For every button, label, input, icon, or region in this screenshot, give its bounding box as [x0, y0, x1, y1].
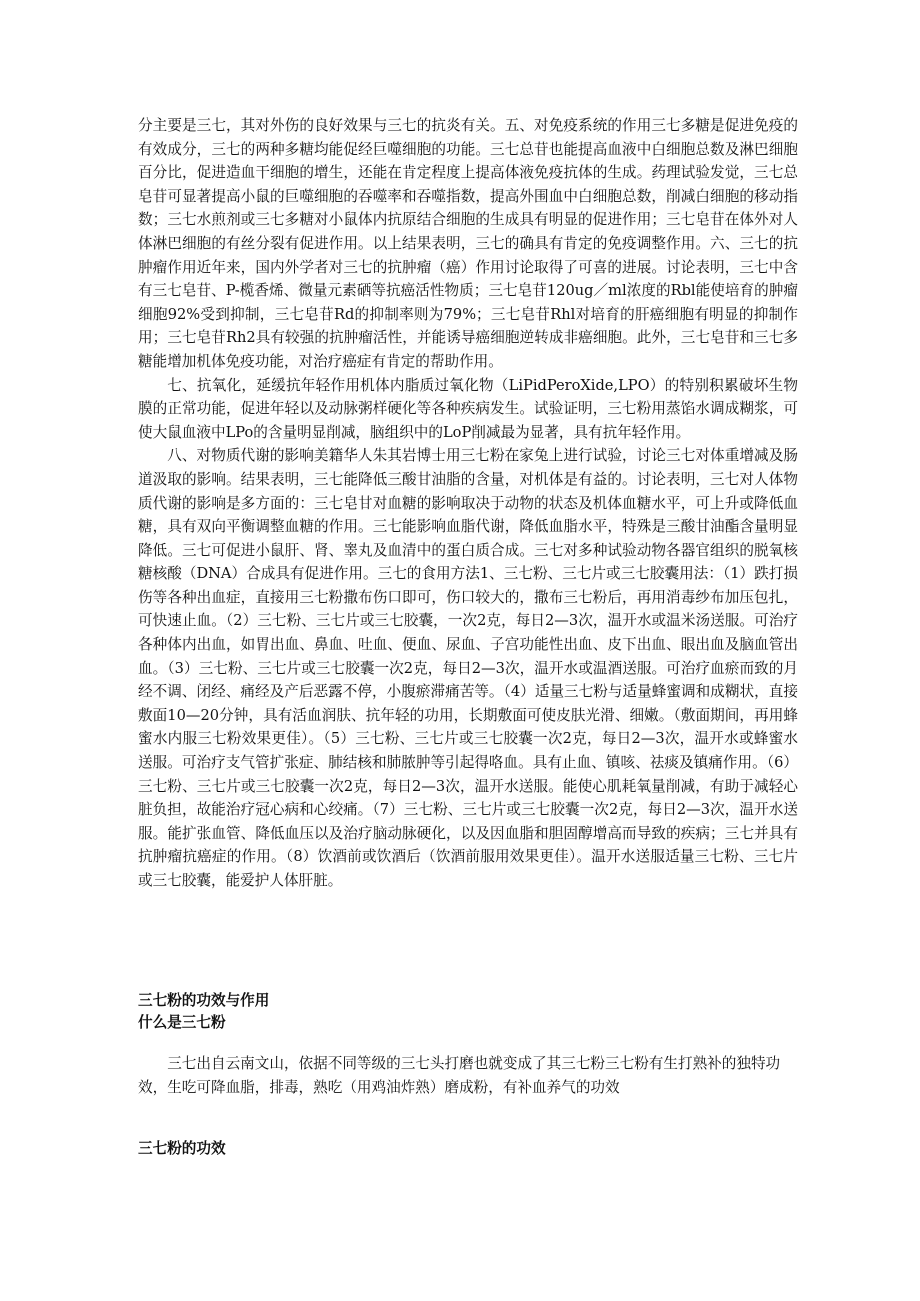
intro-paragraph: 三七出自云南文山，依据不同等级的三七头打磨也就变成了其三七粉三七粉有生打熟补的独特功效，生吃可降血脂，排毒，熟吃（用鸡油炸熟）磨成粉，有补血养气的功效 [138, 1055, 781, 1096]
paragraph-metabolism-usage: 八、对物质代谢的影响美籍华人朱其岩博士用三七粉在家兔上进行试验，讨论三七对体重增减及肠道汲取的影响。结果表明，三七能降低三酸甘油脂的含量，对机体是有益的。讨论表明，三七对人体物质代谢的影响是多方面的：三七皂甘对血糖的影响取决于动物的状态及机体血糖水平，可上升或降低血糖，具有双向平衡调整血糖的作用。三七能影响血脂代谢，降低血脂水平，特殊是三酸甘油酯含量明显降低。三七可促进小鼠肝、肾、睾丸及血清中的蛋白质合成。三七对多种试验动物各器官组织的脱氧核糖核酸（DNA）合成具有促进作用。三七的食用方法1、三七粉、三七片或三七胶囊用法：（1）跌打损伤等各种出血症，直接用三七粉撒布伤口即可，伤口较大的，撒布三七粉后，再用消毒纱布加压包扎，可快速止血。（2）三七粉、三七片或三七胶囊，一次2克，每日2—3次，温开水或温米汤送服。可治疗各种体内出血，如胃出血、鼻血、吐血、便血、尿血、子宫功能性出血、皮下出血、眼出血及脑血管出血。（3）三七粉、三七片或三七胶囊一次2克，每日2—3次，温开水或温酒送服。可治疗血瘀而致的月经不调、闭经、痛经及产后恶露不停，小腹瘀滞痛苦等。（4）适量三七粉与适量蜂蜜调和成糊状，直接敷面10—20分钟，具有活血润肤、抗年轻的功用，长期敷面可使皮肤光滑、细嫩。（敷面期间，再用蜂蜜水内服三七粉效果更佳）。（5）三七粉、三七片或三七胶囊一次2克，每日2—3次，温开水或蜂蜜水送服。可治疗支气管扩张症、肺结核和肺脓肿等引起得咯血。具有止血、镇咳、祛痰及镇痛作用。（6）三七粉、三七片或三七胶囊一次2克，每日2—3次，温开水送服。能使心肌耗氧量削减，有助于减轻心脏负担，故能治疗冠心病和心绞痛。（7）三七粉、三七片或三七胶囊一次2克，每日2—3次，温开水送服。能扩张血管、降低血压以及治疗脑动脉硬化，以及因血脂和胆固醇增高而导致的疾病；三七并具有抗肿瘤抗癌症的作用。（8）饮酒前或饮酒后（饮酒前服用效果更佳）。温开水送服适量三七粉、三七片或三七胶囊，能爱护人体肝脏。 [138, 447, 798, 889]
paragraph-antioxidant: 七、抗氧化，延缓抗年轻作用机体内脂质过氧化物（LiPidPeroXide,LPO）的特别积累破坏生物膜的正常功能，促进年轻以及动脉粥样硬化等各种疾病发生。试验证明，三七粉用蒸馅水调成糊浆，可使大鼠血液中LPo的含量明显削减，脑组织中的LoP削减最为显著，具有抗年轻作用。 [138, 376, 798, 441]
efficacy-heading: 三七粉的功效 [138, 1140, 226, 1157]
section-title: 三七粉的功效与作用 [138, 992, 270, 1009]
article-body [138, 114, 798, 893]
paragraph-immune-antitumor: 分主要是三七，其对外伤的良好效果与三七的抗炎有关。五、对免疫系统的作用三七多糖是促进免疫的有效成分，三七的两种多糖均能促经巨噬细胞的功能。三七总苷也能提高血液中白细胞总数及淋巴细胞百分比，促进造血干细胞的增生，还能在肯定程度上提高体液免疫抗体的生成。药理试验发觉，三七总皂苷可显著提高小鼠的巨噬细胞的吞噬率和吞噬指数，提高外围血中白细胞总数，削减白细胞的移动指数；三七水煎剂或三七多糖对小鼠体内抗原结合细胞的生成具有明显的促进作用；三七皂苷在体外对人体淋巴细胞的有丝分裂有促进作用。以上结果表明，三七的确具有肯定的免疫调整作用。六、三七的抗肿瘤作用近年来，国内外学者对三七的抗肿瘤（癌）作用讨论取得了可喜的进展。讨论表明，三七中含有三七皂苷、P-榄香烯、微量元素硒等抗癌活性物质；三七皂苷120ug／ml浓度的Rbl能使培育的肿瘤细胞92%受到抑制，三七皂苷Rd的抑制率则为79%；三七皂苷Rhl对培育的肝癌细胞有明显的抑制作用；三七皂苷Rh2具有较强的抗肿瘤活性，并能诱导癌细胞逆转成非癌细胞。此外，三七皂苷和三七多糖能增加机体免疫功能，对治疗癌症有肯定的帮助作用。 [138, 117, 798, 370]
section-subtitle: 什么是三七粉 [138, 1014, 226, 1031]
